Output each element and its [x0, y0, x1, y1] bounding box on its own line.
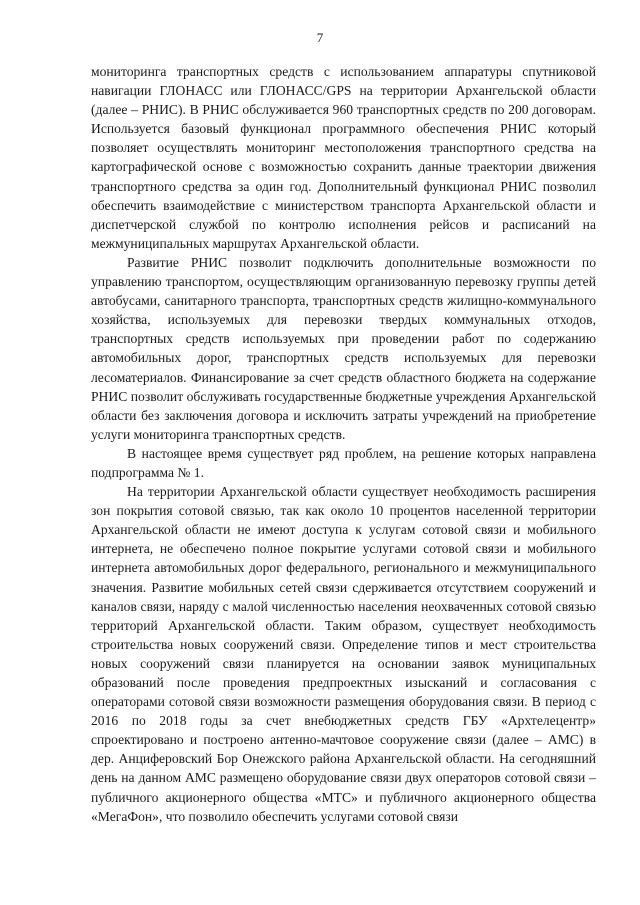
page-number: 7 [316, 30, 324, 45]
paragraph-rnis-development: Развитие РНИС позволит подключить дополнительные возможности по управлению транспортом, осуществляющим организованную перевозку группы детей автобусами, санитарного транспорта, транспортных средств жилищно-коммунального хозяйства, используемых для перевозки твердых коммунальных отходов, транспортных средств используемых при проведении работ по содержанию автомобильных дорог, транспортных средств используемых для перевозки лесоматериалов. Финансирование за счет средств областного бюджета на содержание РНИС позволит обслуживать государственные бюджетные учреждения Архангельской области без заключения договора и исключить затраты учреждений на приобретение услуги мониторинга транспортных средств. [91, 254, 596, 442]
document-body [91, 62, 596, 826]
paragraph-problems-intro: В настоящее время существует ряд проблем, на решение которых направлена подпрограмма № 1. [91, 445, 596, 480]
paragraph-rnis-monitoring: мониторинга транспортных средств с использованием аппаратуры спутниковой навигации ГЛОНАСС или ГЛОНАСС/GPS на территории Архангельской области (далее – РНИС). В РНИС обслуживается 960 транспортных средств по 200 договорам. Используется базовый функционал программного обеспечения РНИС который позволяет осуществлять мониторинг местоположения транспортного средства на картографической основе с возможностью сохранить данные траектории движения транспортного средства за один год. Дополнительный функционал РНИС позволил обеспечить взаимодействие с министерством транспорта Архангельской области и диспетчерской службой по контролю исполнения рейсов и расписаний на межмуниципальных маршрутах Архангельской области. [91, 64, 596, 251]
paragraph-cellular-coverage: На территории Архангельской области существует необходимость расширения зон покрытия сотовой связью, так как около 10 процентов населенной территории Архангельской области не имеют доступа к услугам сотовой связи и мобильного интернета, не обеспечено полное покрытие услугами сотовой связи и мобильного интернета автомобильных дорог федерального, регионального и межмуниципального значения. Развитие мобильных сетей связи сдерживается отсутствием сооружений и каналов связи, наряду с малой численностью населения неохваченных сотовой связью территорий Архангельской области. Таким образом, существует необходимость строительства новых сооружений связи. Определение типов и мест строительства новых сооружений связи планируется на основании заявок муниципальных образований после проведения предпроектных изысканий и согласования с операторами сотовой связи возможности размещения оборудования связи. В период с 2016 по 2018 годы за счет внебюджетных средств ГБУ «Архтелецентр» спроектировано и построено антенно-мачтовое сооружение связи (далее – АМС) в дер. Анциферовский Бор Онежского района Архангельской области. На сегодняшний день на данном АМС размещено оборудование связи двух операторов сотовой связи – публичного акционерного общества «МТС» и публичного акционерного общества «МегаФон», что позволило обеспечить услугами сотовой связи [91, 484, 596, 824]
